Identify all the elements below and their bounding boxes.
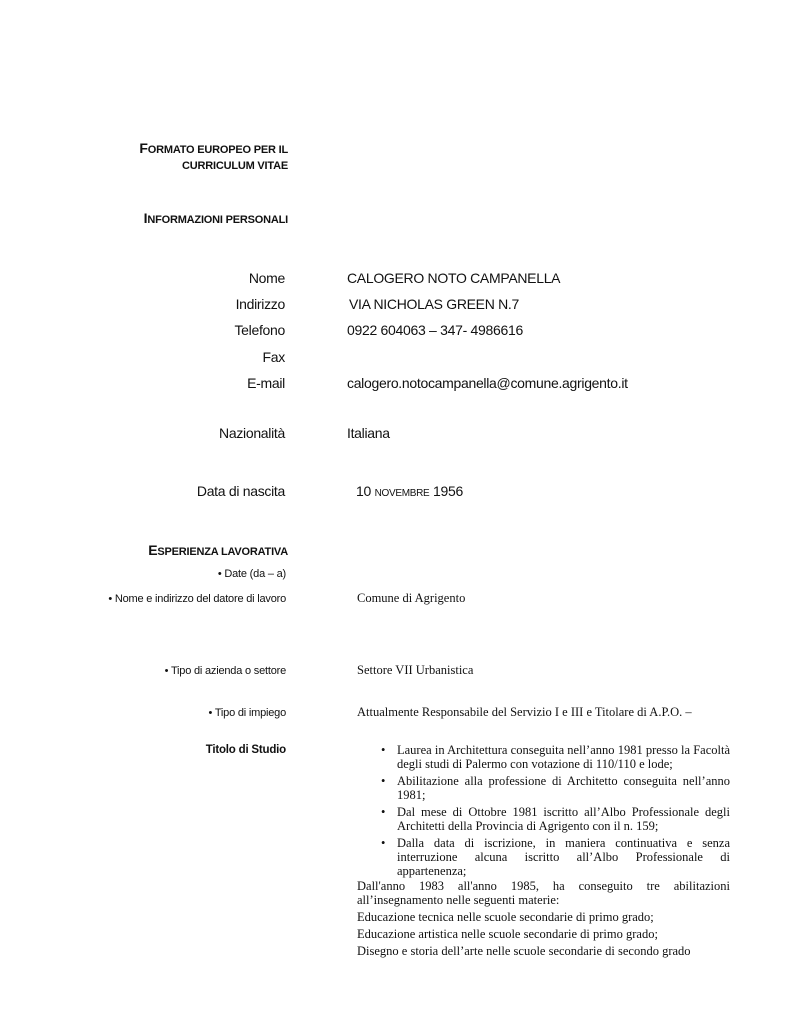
address-label: Indirizzo bbox=[235, 296, 285, 312]
name-label: Nome bbox=[248, 270, 285, 286]
title-line2: CURRICULUM VITAE bbox=[182, 160, 288, 172]
job-label: Tipo di impiego bbox=[214, 707, 286, 719]
work-experience-heading bbox=[60, 542, 288, 558]
fax-label: Fax bbox=[262, 349, 285, 365]
email-value: calogero.notocampanella@comune.agrigento.it bbox=[347, 375, 628, 391]
bullet-icon: • bbox=[381, 805, 386, 819]
birth-month: NOVEMBRE bbox=[374, 488, 430, 499]
dates-label-row bbox=[60, 568, 286, 580]
birth-label: Data di nascita bbox=[196, 483, 285, 499]
work-heading-initial: E bbox=[148, 542, 158, 558]
education-label: Titolo di Studio bbox=[205, 744, 286, 756]
sector-label: Tipo di azienda o settore bbox=[170, 665, 286, 677]
personal-heading-rest: NFORMAZIONI PERSONALI bbox=[147, 214, 288, 226]
education-block bbox=[357, 743, 730, 958]
qualification-line: Educazione artistica nelle scuole secondarie di primo grado; bbox=[357, 927, 658, 941]
education-item bbox=[381, 805, 730, 833]
title-line1: ORMATO EUROPEO PER IL bbox=[147, 144, 288, 156]
bullet-icon: • bbox=[108, 593, 112, 605]
qualification-line: Disegno e storia dell’arte nelle scuole secondarie di secondo grado bbox=[357, 944, 691, 958]
qualifications-paragraph: Dall'anno 1983 all'anno 1985, ha conseguito tre abilitazioni all’insegnamento nelle seguenti materie: bbox=[357, 879, 730, 907]
cv-title bbox=[60, 140, 288, 172]
birth-day: 10 bbox=[356, 483, 371, 499]
name-value: CALOGERO NOTO CAMPANELLA bbox=[347, 270, 561, 286]
work-heading-rest: SPERIENZA LAVORATIVA bbox=[157, 546, 288, 558]
sector-label-row bbox=[60, 665, 286, 677]
dates-label: Date (da – a) bbox=[224, 568, 286, 580]
education-item-text: Dal mese di Ottobre 1981 iscritto all’Albo Professionale degli Architetti della Provincia di Agrigento con il n. 159; bbox=[397, 805, 730, 833]
education-item-text: Abilitazione alla professione di Architetto conseguita nell’anno 1981; bbox=[397, 774, 730, 802]
bullet-icon: • bbox=[381, 836, 386, 850]
email-label: E-mail bbox=[247, 375, 285, 391]
education-list bbox=[357, 743, 730, 878]
title-initial: F bbox=[139, 140, 148, 156]
address-value: VIA NICHOLAS GREEN N.7 bbox=[349, 296, 520, 312]
qualification-line: Educazione tecnica nelle scuole secondarie di primo grado; bbox=[357, 910, 654, 924]
education-item bbox=[381, 743, 730, 771]
sector-value: Settore VII Urbanistica bbox=[357, 663, 474, 677]
job-value: Attualmente Responsabile del Servizio I e III e Titolare di A.P.O. – bbox=[357, 705, 692, 719]
bullet-icon: • bbox=[164, 665, 169, 677]
birth-year: 1956 bbox=[433, 483, 463, 499]
nationality-label: Nazionalità bbox=[219, 425, 285, 441]
education-item bbox=[381, 836, 730, 878]
phone-value: 0922 604063 – 347- 4986616 bbox=[347, 322, 523, 338]
education-item-text: Laurea in Architettura conseguita nell’anno 1981 presso la Facoltà degli studi di Palermo con votazione di 110/110 e lode; bbox=[397, 743, 730, 771]
bullet-icon: • bbox=[381, 774, 386, 788]
bullet-icon: • bbox=[381, 743, 386, 757]
bullet-icon: • bbox=[217, 568, 222, 580]
employer-value: Comune di Agrigento bbox=[357, 591, 466, 605]
phone-label: Telefono bbox=[234, 322, 285, 338]
personal-heading-initial: I bbox=[143, 210, 148, 226]
education-item-text: Dalla data di iscrizione, in maniera continuativa e senza interruzione alcuna iscritto all’Albo Professionale di appartenenza; bbox=[397, 836, 730, 878]
birth-value bbox=[356, 483, 463, 499]
employer-label-row bbox=[60, 593, 286, 605]
bullet-icon: • bbox=[208, 707, 213, 719]
employer-label: Nome e indirizzo del datore di lavoro bbox=[114, 593, 286, 605]
personal-info-heading bbox=[60, 210, 288, 226]
job-label-row bbox=[60, 707, 286, 719]
education-item bbox=[381, 774, 730, 802]
nationality-value: Italiana bbox=[347, 425, 390, 441]
